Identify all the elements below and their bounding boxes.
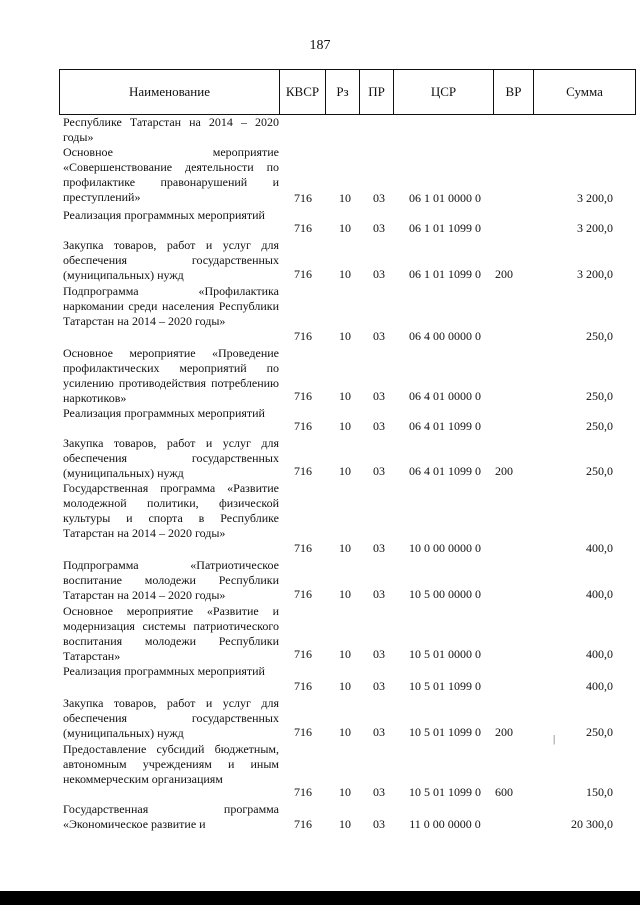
header-csr: ЦСР <box>394 70 494 115</box>
row-name: Государственная программа «Экономическое развитие и <box>63 802 279 831</box>
row-pr: 03 <box>373 329 385 343</box>
row-name: Закупка товаров, работ и услуг для обеспечения государственных (муниципальных) нужд <box>63 436 279 480</box>
table-header <box>59 69 636 115</box>
row-pr: 03 <box>373 587 385 601</box>
row-csr: 10 5 00 0000 0 <box>409 587 481 601</box>
row-sum: 3 200,0 <box>577 221 613 235</box>
row-sum: 250,0 <box>586 419 613 433</box>
row-kvsr: 716 <box>294 647 312 661</box>
row-kvsr: 716 <box>294 587 312 601</box>
row-pr: 03 <box>373 464 385 478</box>
row-csr: 06 4 01 1099 0 <box>409 419 481 433</box>
row-pr: 03 <box>373 267 385 281</box>
row-csr: 10 5 01 1099 0 <box>409 785 481 799</box>
row-pr: 03 <box>373 419 385 433</box>
row-name: Предоставление субсидий бюджетным, автономным учреждениям и иным некоммерческим организациям <box>63 742 279 786</box>
table-row <box>59 284 635 346</box>
row-vr: 200 <box>495 725 513 739</box>
row-kvsr: 716 <box>294 817 312 831</box>
row-name: Основное мероприятие «Развитие и модернизация системы патриотического воспитания молодежи Республики Татарстан» <box>63 604 279 663</box>
row-vr: 200 <box>495 464 513 478</box>
row-rz: 10 <box>339 419 351 433</box>
row-sum: 250,0 <box>586 725 613 739</box>
row-kvsr: 716 <box>294 464 312 478</box>
row-pr: 03 <box>373 191 385 205</box>
row-pr: 03 <box>373 541 385 555</box>
table-row <box>59 208 635 238</box>
header-name: Наименование <box>60 70 280 115</box>
row-rz: 10 <box>339 541 351 555</box>
row-pr: 03 <box>373 389 385 403</box>
row-rz: 10 <box>339 267 351 281</box>
row-kvsr: 716 <box>294 679 312 693</box>
row-csr: 06 1 01 1099 0 <box>409 221 481 235</box>
row-name: Подпрограмма «Профилактика наркомании среди населения Республики Татарстан на 2014 – 2020 годы» <box>63 284 279 328</box>
row-csr: 06 1 01 1099 0 <box>409 267 481 281</box>
row-csr: 10 5 01 0000 0 <box>409 647 481 661</box>
table-row <box>59 238 635 284</box>
row-csr: 06 4 01 1099 0 <box>409 464 481 478</box>
header-kvsr: КВСР <box>280 70 326 115</box>
row-name: Основное мероприятие «Проведение профилактических мероприятий по усилению противодействия потреблению наркотиков» <box>63 346 279 405</box>
table-row <box>59 436 635 481</box>
row-name: Реализация программных мероприятий <box>63 664 265 678</box>
row-kvsr: 716 <box>294 267 312 281</box>
row-kvsr: 716 <box>294 191 312 205</box>
row-rz: 10 <box>339 679 351 693</box>
header-vr: ВР <box>494 70 534 115</box>
row-sum: 400,0 <box>586 587 613 601</box>
row-kvsr: 716 <box>294 329 312 343</box>
row-rz: 10 <box>339 464 351 478</box>
row-kvsr: 716 <box>294 725 312 739</box>
row-csr: 10 0 00 0000 0 <box>409 541 481 555</box>
row-name: Закупка товаров, работ и услуг для обеспечения государственных (муниципальных) нужд <box>63 696 279 740</box>
row-rz: 10 <box>339 389 351 403</box>
scan-border <box>0 891 640 905</box>
row-kvsr: 716 <box>294 389 312 403</box>
row-vr: 200 <box>495 267 513 281</box>
row-kvsr: 716 <box>294 221 312 235</box>
header-pr: ПР <box>360 70 394 115</box>
row-csr: 06 4 01 0000 0 <box>409 389 481 403</box>
row-sum: 400,0 <box>586 647 613 661</box>
table-row <box>59 346 635 406</box>
row-csr: 06 4 00 0000 0 <box>409 329 481 343</box>
table-body <box>59 115 635 834</box>
row-sum: 3 200,0 <box>577 191 613 205</box>
row-kvsr: 716 <box>294 541 312 555</box>
row-pr: 03 <box>373 647 385 661</box>
row-sum: 150,0 <box>586 785 613 799</box>
table-row <box>59 664 635 696</box>
row-rz: 10 <box>339 587 351 601</box>
row-pr: 03 <box>373 817 385 831</box>
row-rz: 10 <box>339 191 351 205</box>
table-row <box>59 604 635 664</box>
table-row <box>59 145 635 208</box>
row-kvsr: 716 <box>294 419 312 433</box>
row-sum: 3 200,0 <box>577 267 613 281</box>
row-name: Основное мероприятие «Совершенствование деятельности по профилактике правонарушений и преступлений» <box>63 145 279 204</box>
row-rz: 10 <box>339 817 351 831</box>
row-sum: 250,0 <box>586 329 613 343</box>
table-row <box>59 696 635 742</box>
row-rz: 10 <box>339 221 351 235</box>
table-row <box>59 406 635 436</box>
row-sum: 250,0 <box>586 464 613 478</box>
row-kvsr: 716 <box>294 785 312 799</box>
row-sum: 400,0 <box>586 541 613 555</box>
row-rz: 10 <box>339 725 351 739</box>
row-pr: 03 <box>373 725 385 739</box>
row-sum: 250,0 <box>586 389 613 403</box>
row-csr: 06 1 01 0000 0 <box>409 191 481 205</box>
table-row <box>59 115 635 145</box>
row-name: Реализация программных мероприятий <box>63 208 265 222</box>
row-pr: 03 <box>373 679 385 693</box>
row-pr: 03 <box>373 221 385 235</box>
table-row <box>59 558 635 604</box>
row-name: Закупка товаров, работ и услуг для обеспечения государственных (муниципальных) нужд <box>63 238 279 282</box>
row-vr: 600 <box>495 785 513 799</box>
row-name: Подпрограмма «Патриотическое воспитание молодежи Республики Татарстан на 2014 – 2020 годы» <box>63 558 279 602</box>
row-rz: 10 <box>339 329 351 343</box>
table-row <box>59 802 635 834</box>
row-pr: 03 <box>373 785 385 799</box>
row-sum: 400,0 <box>586 679 613 693</box>
row-sum: 20 300,0 <box>571 817 613 831</box>
header-sum: Сумма <box>534 70 636 115</box>
page-number: 187 <box>309 38 331 53</box>
scan-mark: | <box>553 733 556 745</box>
row-csr: 11 0 00 0000 0 <box>409 817 481 831</box>
row-name: Реализация программных мероприятий <box>63 406 265 420</box>
table-row <box>59 742 635 802</box>
row-name: Государственная программа «Развитие молодежной политики, физической культуры и спорта в Республике Татарстан на 2014 – 2020 годы» <box>63 481 279 540</box>
header-rz: Рз <box>326 70 360 115</box>
row-csr: 10 5 01 1099 0 <box>409 725 481 739</box>
row-csr: 10 5 01 1099 0 <box>409 679 481 693</box>
table-row <box>59 481 635 558</box>
row-name: Республике Татарстан на 2014 – 2020 годы» <box>63 115 279 144</box>
row-rz: 10 <box>339 647 351 661</box>
row-rz: 10 <box>339 785 351 799</box>
